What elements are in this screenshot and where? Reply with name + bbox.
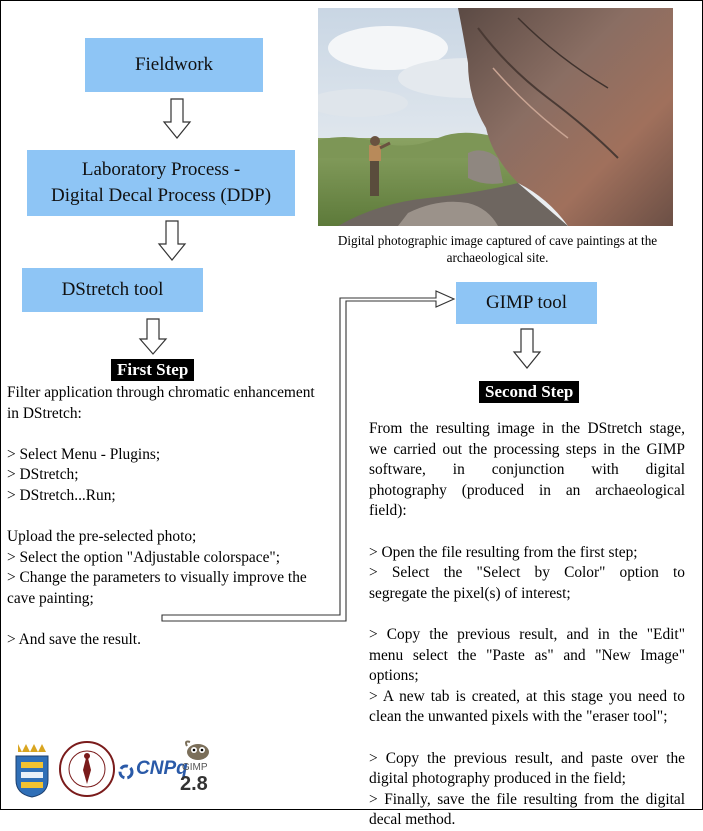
first-step-line <box>7 610 337 631</box>
first-step-line: in DStretch: <box>7 404 82 422</box>
first-step-text <box>7 383 337 651</box>
fieldwork-box <box>85 38 263 92</box>
first-step-line <box>7 424 337 445</box>
gimp-logo-word: GIMP <box>182 762 208 773</box>
laboratory-process-box <box>27 150 295 216</box>
first-step-line: > Select Menu - Plugins; <box>7 445 161 463</box>
first-step-line: > Change the parameters to visually improve the <box>7 569 307 587</box>
laboratory-process-line1: Laboratory Process - <box>81 159 241 180</box>
first-step-line: > Select the option "Adjustable colorspace"; <box>7 548 280 566</box>
second-step-line: > Copy the previous result, and in the "Edit" <box>369 625 685 643</box>
gimp-tool-box <box>456 282 597 324</box>
photo-caption-line1: Digital photographic image captured of cave paintings at the <box>337 233 658 248</box>
university-crest-icon <box>12 742 52 798</box>
second-step-label: Second Step <box>479 381 579 403</box>
second-step-text <box>369 419 685 831</box>
first-step-line: Filter application through chromatic enhancement <box>7 384 315 401</box>
dstretch-tool-label: DStretch tool <box>61 279 164 300</box>
second-step-line: > Copy the previous result, and paste over the <box>369 749 685 767</box>
second-step-line: clean the unwanted pixels with the "eraser tool"; <box>369 708 668 726</box>
second-step-line: digital photography produced in the field; <box>369 770 626 788</box>
gimp-logo-version: 2.8 <box>180 773 208 795</box>
second-step-line: > Select the "Select by Color" option to <box>369 564 685 582</box>
second-step-line: options; <box>369 667 419 685</box>
second-step-line: > A new tab is created, at this stage you need to <box>369 687 685 705</box>
second-step-line: menu select the "Paste as" and "New Image" <box>369 646 685 664</box>
down-arrow-icon <box>512 328 542 370</box>
logo-strip <box>12 738 232 800</box>
cave-site-photo <box>318 8 673 226</box>
second-step-line: software, in conjunction with digital <box>369 461 685 479</box>
first-step-label: First Step <box>111 359 194 381</box>
first-step-line: > And save the result. <box>7 631 141 649</box>
second-step-line: field): <box>369 502 407 520</box>
down-arrow-icon <box>162 98 192 140</box>
cnpq-logo-text: CNPq <box>136 758 188 779</box>
second-step-line <box>369 604 685 625</box>
second-step-line <box>369 728 685 749</box>
gimp-tool-label: GIMP tool <box>485 292 568 313</box>
second-step-line <box>369 522 685 543</box>
second-step-line: segregate the pixel(s) of interest; <box>369 584 571 602</box>
first-step-line: cave painting; <box>7 589 94 607</box>
second-step-line: > Finally, save the file resulting from the digital <box>369 790 685 808</box>
second-step-line: > Open the file resulting from the first step; <box>369 543 638 561</box>
first-step-line: Upload the pre-selected photo; <box>7 528 197 546</box>
first-step-line: > DStretch; <box>7 466 79 484</box>
second-step-line: photography (produced in an archaeological <box>369 481 685 499</box>
second-step-line: decal method. <box>369 811 456 829</box>
first-step-line: > DStretch...Run; <box>7 486 116 504</box>
second-step-line: From the resulting image in the DStretch stage, <box>369 420 685 437</box>
fieldwork-label: Fieldwork <box>134 54 214 75</box>
second-step-line: we carried out the processing steps in the GIMP <box>369 440 685 458</box>
photo-caption <box>300 232 695 266</box>
laboratory-seal-icon <box>58 740 116 798</box>
down-arrow-icon <box>157 220 187 262</box>
laboratory-process-line2: Digital Decal Process (DDP) <box>50 185 272 206</box>
photo-caption-line2: archaeological site. <box>446 250 549 265</box>
gimp-mascot-icon <box>182 738 214 762</box>
first-step-line <box>7 507 337 528</box>
